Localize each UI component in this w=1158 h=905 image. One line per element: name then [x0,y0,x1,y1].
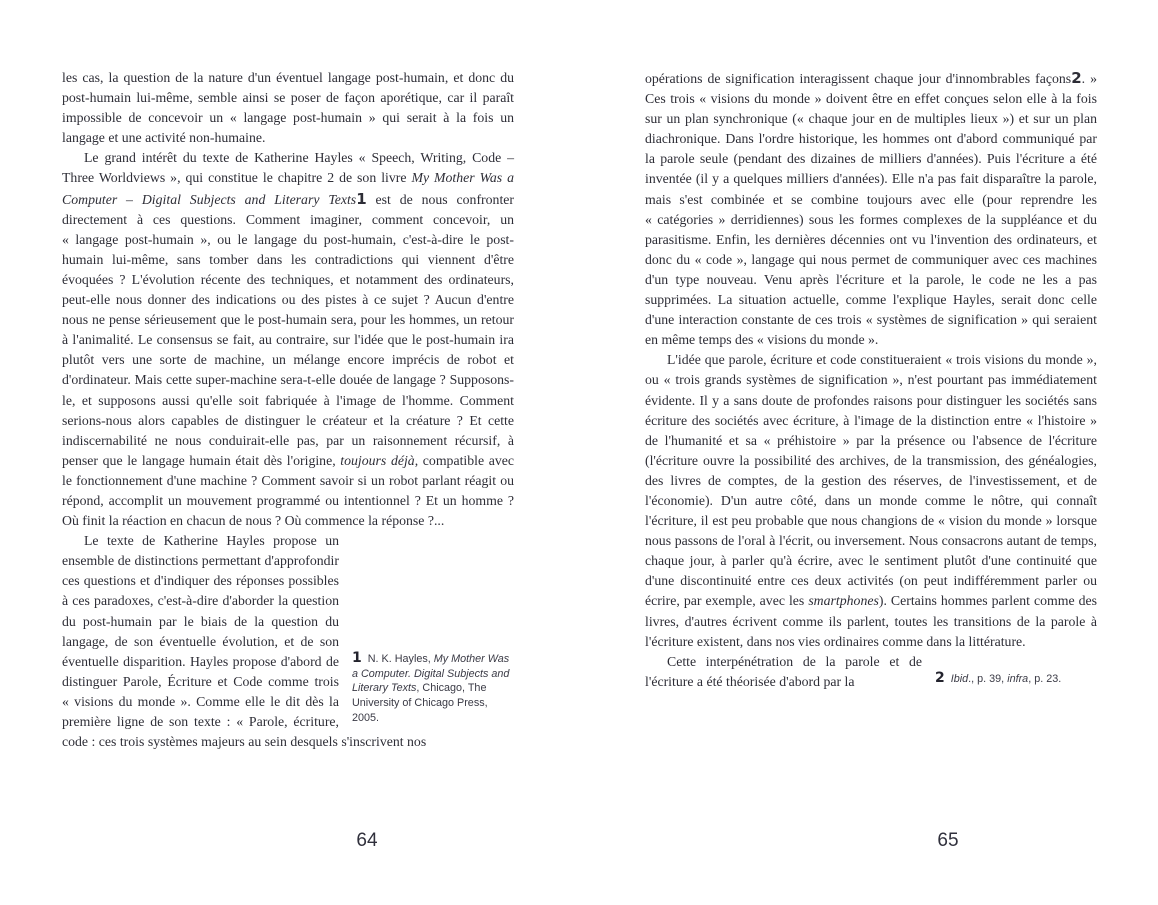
paragraph [645,350,1097,651]
paragraph [62,68,514,148]
text-run: ). Certains hommes parlent comme des livres, d'autres écrivent comme ils parlent, toutes les transitions de la parole à l'écriture existent, dans nos vies ordinaires comme dans la littérature. [645,593,1097,649]
paragraph [645,652,1097,692]
text-run: , p. 23. [1028,672,1062,685]
text-run: , Chicago, The University of Chicago Press, 2005. [352,682,488,724]
page-left-text-column [62,68,514,752]
text-run: les cas, la question de la nature d'un éventuel langage post-humain, et donc du post-humain lui-même, semble ainsi se poser de façon aporétique, car il paraît impossible de concevoir un « langage post-humain » qui serait à la fois un langage et une activité non-humaine. [62,70,514,146]
page-number-right: 65 [937,830,959,851]
italic-text: smartphones [808,593,879,609]
text-run: Cette interpénétration de la parole et de l'écriture a été théorisée d'abord par la [645,653,922,689]
italic-text: My Mother Was a Computer. Digital Subjects and Literary Texts [352,653,510,695]
italic-text: My Mother Was a Computer – Digital Subjects and Literary Texts [62,170,514,207]
text-run: , compatible avec le fonctionnement d'une machine ? Comment savoir si un robot parlant réagit ou répond, accomplit un mouvement programmé ou intentionnel ? Et un homme ? Où finit la réaction en chacun de nous ? Où commence la réponse ?... [62,452,515,529]
text-run: Le texte de Katherine Hayles propose un ensemble de distinctions permettant d'approfondir ces questions et d'indiquer des réponses possibles à ces paradoxes, c'est-à-dire d'aborder la question du post-humain par le biais de la question du langage, de son éventuelle évolution, et de son éventuelle disparition. Hayles propose d'abord de distinguer Parole, Écriture et Code comme trois « visions du monde ». Comme elle le dit dès la première ligne de son texte : « Parole, écriture, code : ces trois systèmes majeurs au sein desquels s'inscrivent nos [62,533,427,750]
paragraph [62,531,514,752]
text-run: est de nous confronter directement à ces questions. Comment imaginer, comment concevoir, un « langage post-humain », ou le langage du post-humain, c'est-à-dire le post-humain lui-même, sans tomber dans les contradictions qui viennent d'être évoquées ? L'évolution récente des techniques, et notamment des ordinateurs, peut-elle nous donner des indications ou des pistes à ce sujet ? Aucun d'entre nous ne pense sérieusement que le post-humain sera, pour les hommes, un retour à l'animalité. Le consensus se fait, au contraire, sur l'idée que le post-humain ira plutôt vers une sorte de machine, un mélange encore imprécis de robot et d'ordinateur. Mais cette super-machine sera-t-elle douée de langage ? Supposons-le, et supposons aussi qu'elle soit fabriquée à l'image de l'homme. Comment serions-nous alors capables de distinguer le créateur et la créature ? Et cette indiscernabilité ne nous conduirait-elle pas, par un raisonnement récursif, à penser que le langage humain était dès l'origine, [62,191,514,468]
italic-text: Ibid [950,672,969,685]
footnote-ref: 2 [1071,69,1082,87]
text-run: Le grand intérêt du texte de Katherine Hayles « Speech, Writing, Code – Three Worldviews », qui constitue le chapitre 2 de son livre [62,150,514,186]
paragraph [62,148,514,531]
footnote-number: 2 [935,669,945,686]
paragraph [645,68,1097,350]
text-run: opérations de signification interagissent chaque jour d'innombrables façons [645,71,1072,86]
italic-text: infra [1007,672,1029,685]
text-run: ., p. 39, [968,672,1008,685]
page-number-left: 64 [356,830,378,851]
footnote [935,652,1097,711]
footnote-number: 1 [352,650,362,667]
text-run: . » Ces trois « visions du monde » doivent être en effet conçues selon elle à la fois sur un plan synchronique (« chaque jour en de multiples lieux ») et sur un plan diachronique. Dans l'ordre historique, les hommes ont d'abord communiqué par la parole seule (pendant des dizaines de milliers d'années). Puis l'écriture a été inventée (il y a quelques milliers d'années). Elle n'a pas fait disparaître la parole, mais s'est combinée et se combine toujours avec elle (pour reprendre les « catégories » derridiennes) sous les formes complexes de la suppléance et du parasitisme. Enfin, les dernières décennies ont vu l'invention des ordinateurs, et donc du « code », langage qui nous permet de communiquer avec ces machines d'un type nouveau. Venu après l'écriture et la parole, le code ne les a pas supprimées. La situation actuelle, comme l'explique Hayles, serait donc celle d'une interaction constante de ces trois « systèmes de signification » qui seraient en même temps des « visions du monde ». [645,71,1097,348]
footnote-ref: 1 [356,189,367,208]
text-run: L'idée que parole, écriture et code constitueraient « trois visions du monde », ou « trois grands systèmes de signification », n'est pourtant pas immédiatement évidente. Il y a sans doute de profondes raisons pour distinguer les sociétés sans écriture des sociétés avec écriture, à l'image de la distinction entre « l'histoire » de l'humanité et sa « préhistoire » par la présence ou l'absence de l'écriture (l'écriture ouvre la possibilité des archives, de la transmission, des généalogies, des livres de comptes, de la gestion des réserves, de l'investissement, et de l'économie). D'un autre côté, dans un monde comme le nôtre, qui connaît l'écriture, il est peu probable que nous changions de « vision du monde » lorsque nous passons de l'oral à l'écrit, ou inversement. Nous consacrons autant de temps, chaque jour, à parler qu'à écrire, avec le sentiment plutôt d'une continuité que d'une discontinuité entre ces deux activités (on peut indifféremment parler ou écrire, par exemple, avec les [645,352,1097,609]
italic-text: toujours déjà [340,452,415,468]
page-right-text-column [645,68,1097,711]
text-run: N. K. Hayles, [364,653,434,666]
footnote [352,631,514,725]
